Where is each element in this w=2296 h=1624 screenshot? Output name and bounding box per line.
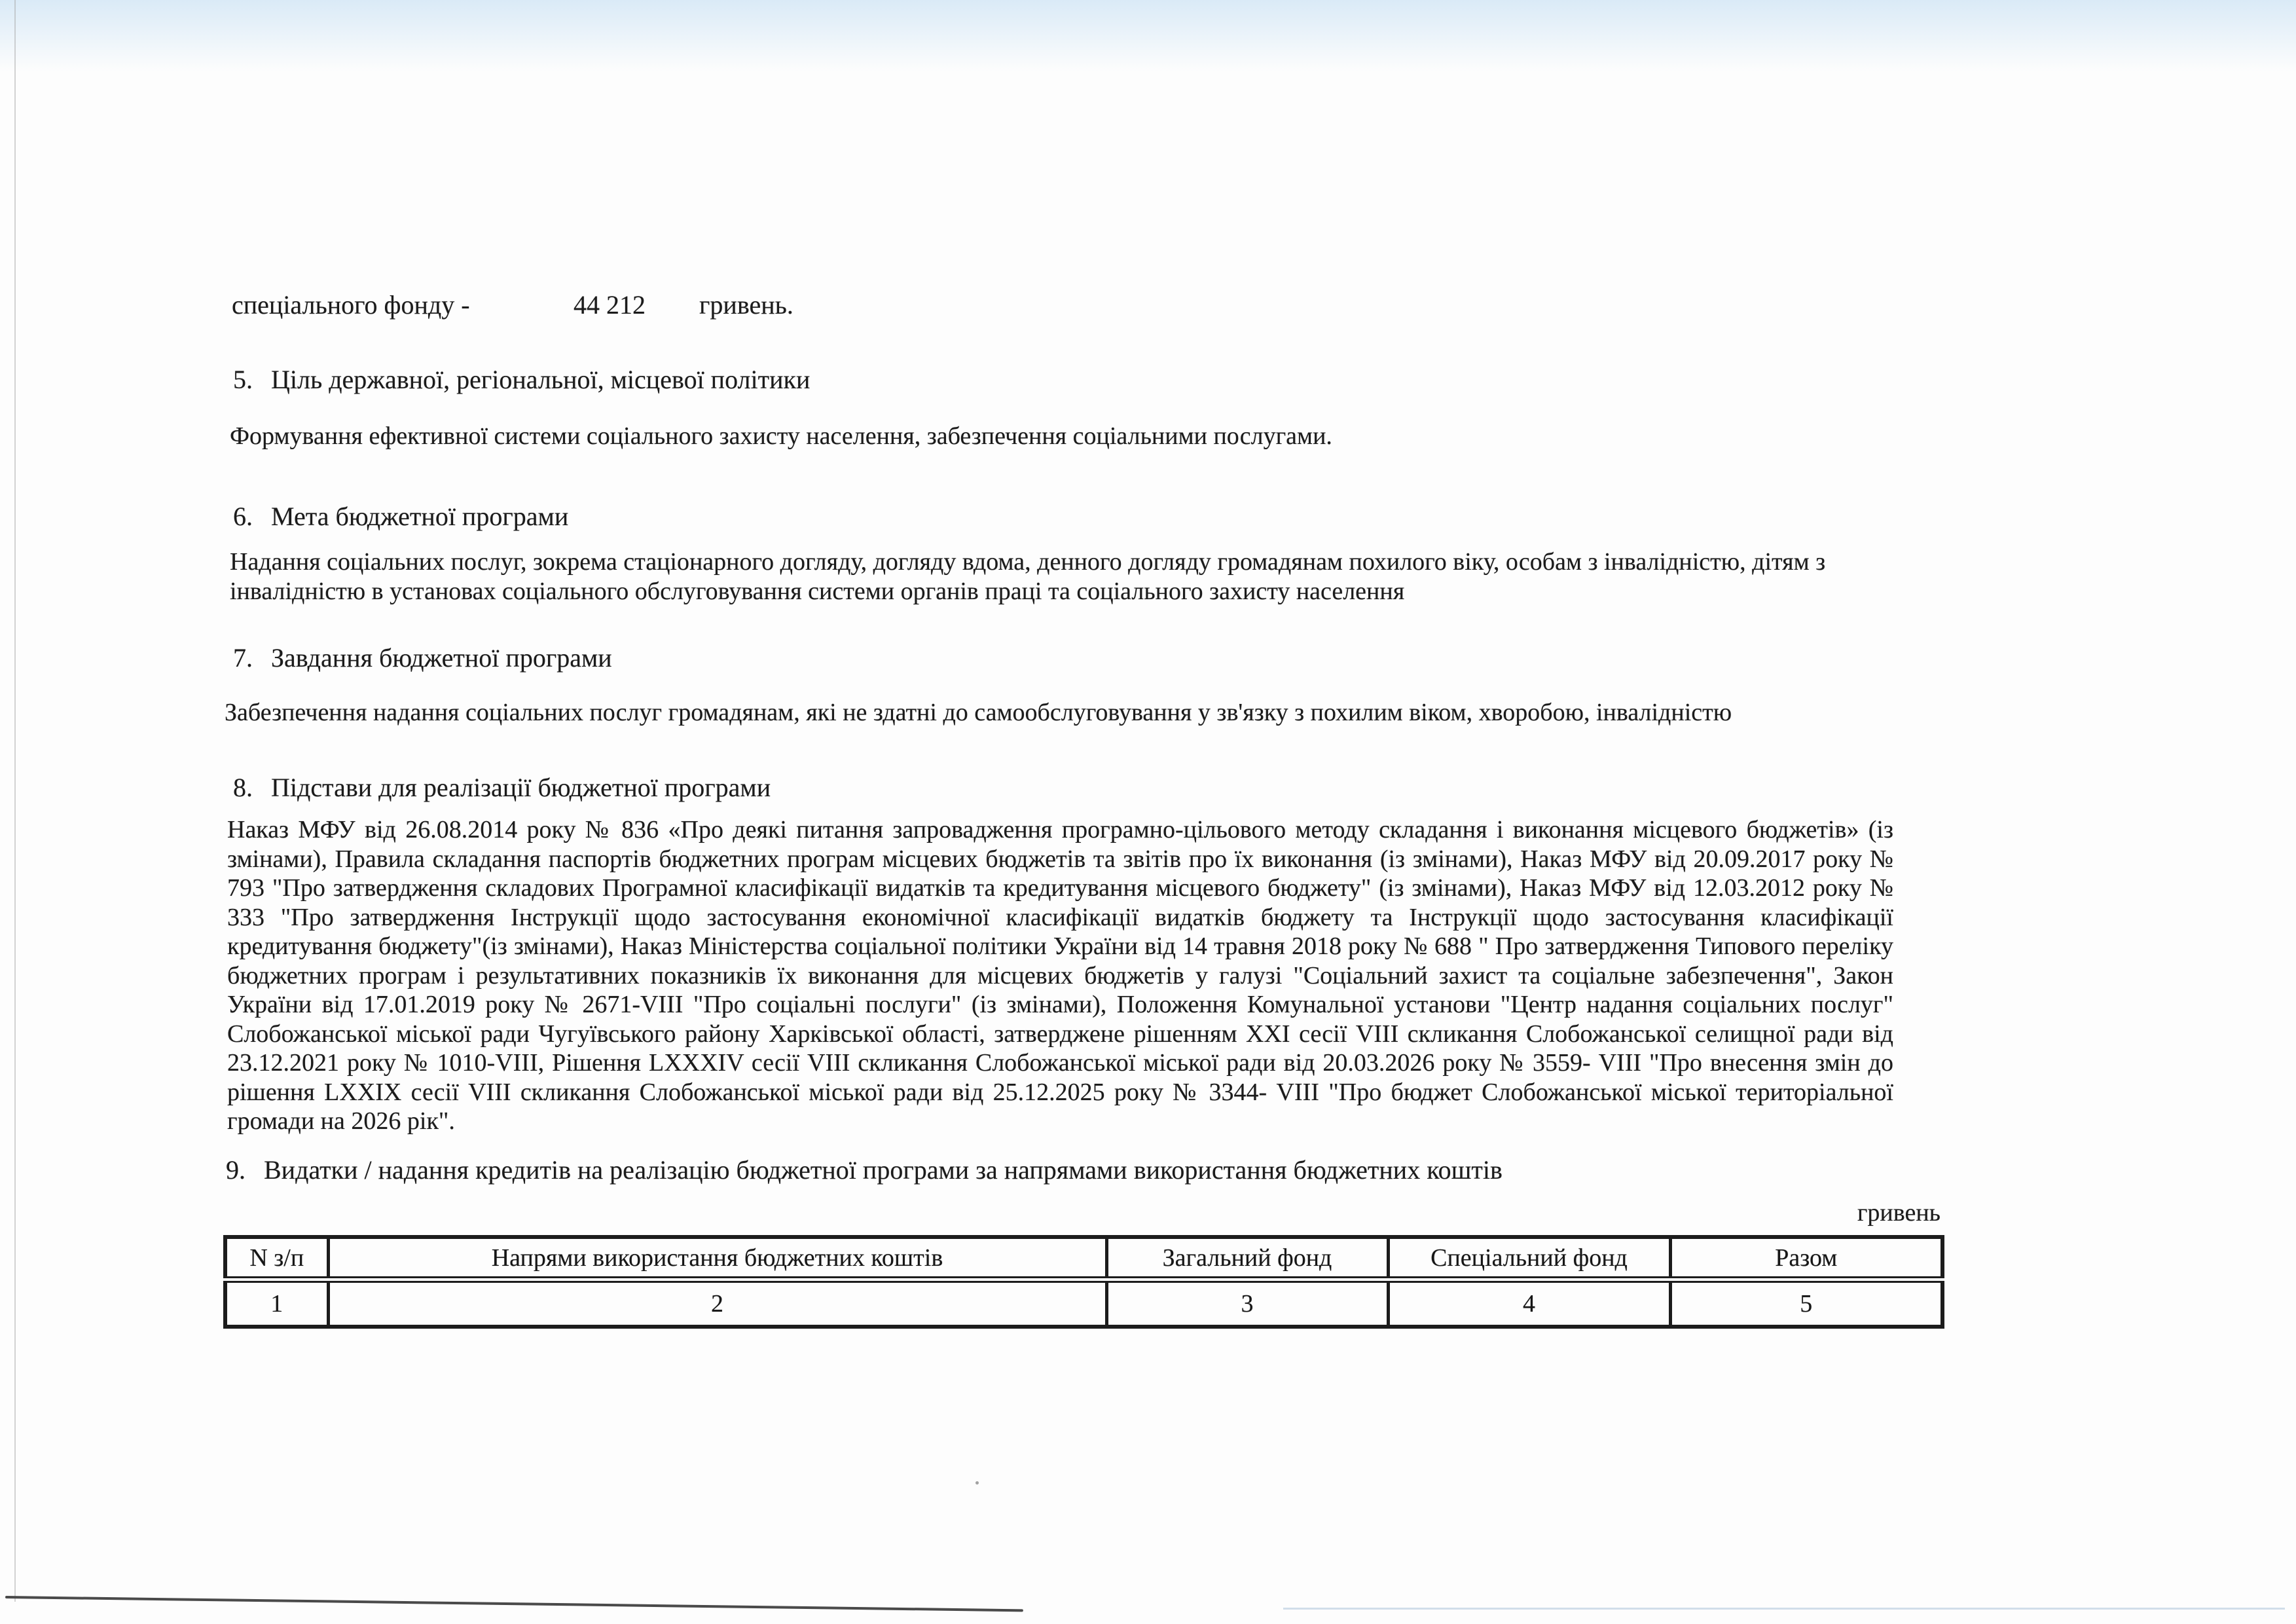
section-6-title: Мета бюджетної програми xyxy=(271,502,569,531)
table-column-index-row xyxy=(225,1280,1942,1327)
section-6-body: Надання соціальних послуг, зокрема стаціонарного догляду, догляду вдома, денного догляду громадянам похилого віку, особам з інвалідністю, дітям з інвалідністю в установах соціального обслуговування системи органів праці та соціального захисту населення xyxy=(230,548,1826,605)
col-header-total: Разом xyxy=(1670,1237,1942,1280)
column-index-cell-4: 4 xyxy=(1388,1280,1670,1327)
section-9-title: Видатки / надання кредитів на реалізацію бюджетної програми за напрямами використання бюджетних коштів xyxy=(264,1155,1503,1185)
section-6-heading xyxy=(233,502,568,532)
section-7-number: 7. xyxy=(233,643,253,673)
col-header-directions: Напрями використання бюджетних коштів xyxy=(328,1237,1106,1280)
expenditures-table xyxy=(223,1235,1944,1329)
column-index-cell-2: 2 xyxy=(328,1280,1106,1327)
section-9-number: 9. xyxy=(226,1155,246,1185)
section-8-number: 8. xyxy=(233,773,253,802)
section-5-number: 5. xyxy=(233,365,253,394)
column-index-cell-5: 5 xyxy=(1670,1280,1942,1327)
section-8-title: Підстави для реалізації бюджетної програми xyxy=(271,773,771,802)
scan-speck xyxy=(975,1481,979,1485)
special-fund-amount: 44 212 xyxy=(574,290,646,320)
col-header-special-fund: Спеціальний фонд xyxy=(1388,1237,1670,1280)
section-5-title: Ціль державної, регіональної, місцевої політики xyxy=(271,365,811,394)
column-index-cell-3: 3 xyxy=(1106,1280,1388,1327)
column-index-cell-1: 1 xyxy=(225,1280,328,1327)
table-header-row xyxy=(225,1237,1942,1280)
special-fund-label: спеціального фонду - xyxy=(232,290,470,320)
section-7-heading xyxy=(233,643,612,673)
scan-left-edge-line xyxy=(14,0,16,1602)
scan-top-tint xyxy=(0,0,2296,72)
section-7-body: Забезпечення надання соціальних послуг громадянам, які не здатні до самообслуговування у зв'язку з похилим віком, хворобою, інвалідністю xyxy=(225,699,1732,726)
section-9-heading xyxy=(226,1155,1503,1185)
section-8-body: Наказ МФУ від 26.08.2014 року № 836 «Про деякі питання запровадження програмно-цільового методу складання і виконання місцевого бюджетів» (із змінами), Правила складання паспортів бюджетних програм місцевих бюджетів та звітів про їх виконання (із змінами), Наказ МФУ від 20.09.2017 року № 793 "Про затвердження складових Програмної класифікації видатків та кредитування місцевого бюджету" (із змінами), Наказ МФУ від 12.03.2012 року № 333 "Про затвердження Інструкції щодо застосування економічної класифікації видатків бюджету та Інструкції щодо застосування класифікації кредитування бюджету"(із змінами), Наказ Міністерства соціальної політики України від 14 травня 2018 року № 688 " Про затвердження Типового переліку бюджетних програм і результативних показників їх виконання для місцевих бюджетів у галузі "Соціальний захист та соціальне забезпечення", Закон України від 17.01.2019 року № 2671-VIII "Про соціальні послуги" (із змінами), Положення Комунальної установи "Центр надання соціальних послуг" Слобожанської міської ради Чугуївського району Харківської області, затверджене рішенням XXI сесії VIII скликання Слобожанської селищної ради від 23.12.2021 року № 1010-VIII, Рішення LXXXIV сесії VIII скликання Слобожанської міської ради від 20.03.2026 року № 3559- VIII "Про внесення змін до рішення LXXIX сесії VIII скликання Слобожанської міської ради від 25.12.2025 року № 3344- VIII "Про бюджет Слобожанської міської територіальної громади на 2026 рік". xyxy=(227,816,1893,1135)
special-fund-unit: гривень. xyxy=(699,290,793,320)
scan-bottom-blue-edge xyxy=(1283,1608,2285,1610)
currency-unit-note: гривень xyxy=(1857,1199,1941,1227)
section-5-body: Формування ефективної системи соціального захисту населення, забезпечення соціальними послугами. xyxy=(230,422,1332,450)
col-header-row-number: N з/п xyxy=(225,1237,328,1280)
section-5-heading xyxy=(233,365,810,395)
scan-bottom-page-edge xyxy=(5,1596,1023,1612)
section-6-number: 6. xyxy=(233,502,253,531)
section-8-heading xyxy=(233,773,771,803)
section-7-title: Завдання бюджетної програми xyxy=(271,643,612,673)
col-header-general-fund: Загальний фонд xyxy=(1106,1237,1388,1280)
